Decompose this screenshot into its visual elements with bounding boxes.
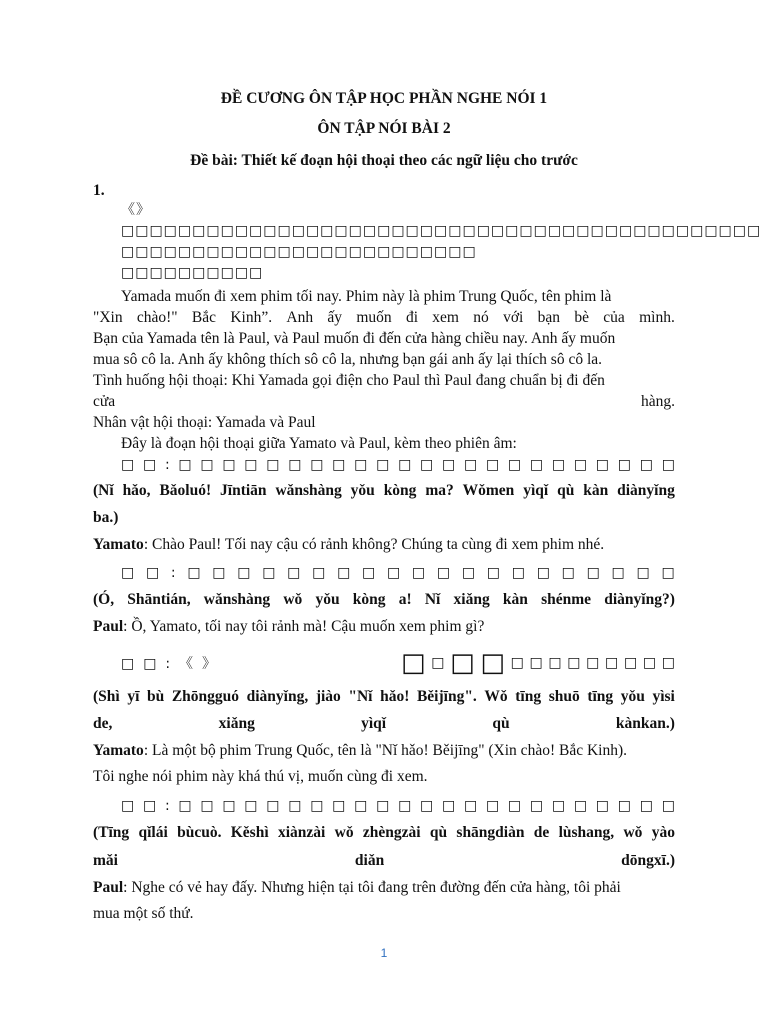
page-number: 1 [380, 946, 388, 960]
cjk-char: □ [551, 457, 566, 473]
cjk-char: □ [142, 798, 157, 814]
cjk-char: 》 [202, 656, 216, 672]
word: qù [557, 482, 575, 499]
word: yī [127, 688, 140, 705]
characters-line: Nhân vật hội thoại: Yamada và Paul [93, 414, 316, 431]
cjk-char: □ [332, 798, 346, 814]
paragraph-line: Bạn của Yamada tên là Paul, và Paul muốn đi đến cửa hàng chiều nay. Anh ấy muốn [93, 330, 616, 347]
cjk-char: □ [529, 654, 543, 671]
translation-line: mua một số thứ. [93, 905, 194, 922]
word: xem [432, 309, 459, 326]
word: wǎnshàng [275, 482, 342, 499]
word: hàng. [640, 393, 675, 410]
cjk-char: □ [536, 565, 550, 581]
word: Anh [286, 309, 314, 326]
cjk-char: □ [551, 798, 566, 814]
cjk-char: □ [661, 457, 675, 473]
paragraph-line: Yamada muốn đi xem phim tối nay. Phim này là phim Trung Quốc, tên phim là [121, 288, 612, 305]
word: yǒu [620, 688, 645, 705]
cjk-char: □ [485, 457, 500, 473]
cjk-char: □ [661, 565, 675, 581]
cjk-char: □ [121, 798, 135, 814]
word: jiào [315, 688, 341, 705]
cjk-char: □ [143, 656, 157, 672]
word: (Ó, [93, 591, 115, 608]
cjk-char: □ [121, 656, 135, 672]
cjk-char: □ [567, 654, 581, 671]
cjk-char: □ [312, 565, 326, 581]
pinyin-line [93, 686, 675, 707]
speaker-name: Yamato [93, 742, 144, 759]
cjk-char: □ [244, 798, 258, 814]
word: qǐlái [138, 824, 168, 841]
cjk-char: □ [442, 798, 456, 814]
cjk-char: □ [480, 647, 505, 678]
cjk-char: □ [573, 798, 588, 814]
cjk-char: □ [529, 457, 544, 473]
word: (Nǐ [93, 482, 114, 499]
cjk-char: □ [623, 654, 638, 671]
cjk-char: : [164, 457, 170, 473]
word: ma? [425, 482, 454, 499]
paragraph-line: mua sô cô la. Anh ấy không thích sô cô la, nhưng bạn gái anh ấy lại thích sô cô la. [93, 351, 603, 368]
doc-title: ĐỀ CƯƠNG ÔN TẬP HỌC PHẦN NGHE NÓI 1 [220, 90, 548, 107]
word: mǎi [93, 852, 118, 869]
word: yǒu [350, 482, 375, 499]
cjk-char: □ [145, 565, 160, 581]
paragraph-line-justified [93, 391, 675, 412]
word: mình. [639, 309, 675, 326]
cjk-char: □ [586, 654, 600, 671]
cjk-char: □ [450, 647, 475, 678]
translation-line [93, 616, 675, 637]
cjk-char: □ [288, 457, 302, 473]
speaker-name: Paul [93, 879, 124, 896]
pinyin-line [93, 480, 675, 501]
translation-line [93, 534, 675, 555]
cjk-char: □ [266, 457, 280, 473]
cjk-prompt-line-3: □□□□□□□□□□ [121, 265, 264, 281]
doc-subtitle: ÔN TẬP NÓI BÀI 2 [317, 120, 451, 137]
cjk-char: : [164, 798, 170, 814]
cjk-char: □ [548, 654, 562, 671]
cjk-char: □ [436, 565, 451, 581]
word: dōngxī.) [621, 852, 675, 869]
cjk-char: □ [398, 798, 412, 814]
word: a! [398, 591, 412, 608]
cjk-char: □ [332, 457, 346, 473]
word: Kěshì [230, 824, 269, 841]
cjk-char: □ [611, 565, 625, 581]
cjk-char: □ [463, 457, 478, 473]
word: Shāntián, [127, 591, 191, 608]
word: yìqǐ [523, 482, 549, 499]
word: nó [473, 309, 489, 326]
cjk-char: □ [586, 565, 600, 581]
pinyin-line [93, 589, 675, 610]
pinyin-line [93, 850, 675, 871]
word: xiǎng [218, 715, 255, 732]
cjk-char: □ [212, 565, 226, 581]
pinyin-line [93, 713, 675, 734]
cjk-char: □ [376, 798, 390, 814]
pinyin-line: ba.) [93, 509, 119, 526]
cjk-char: □ [639, 457, 653, 473]
word: diǎn [354, 852, 385, 869]
cjk-dialogue-line [121, 455, 675, 476]
cjk-char: □ [431, 654, 445, 671]
speaker-name: Paul [93, 618, 124, 635]
cjk-char: □ [376, 457, 390, 473]
cjk-char: □ [142, 457, 157, 473]
word: kànkan.) [615, 715, 675, 732]
translation-line [93, 740, 675, 761]
cjk-char: □ [178, 798, 192, 814]
cjk-char: 《 [179, 656, 194, 672]
word: bù [146, 688, 165, 705]
word: yìqǐ [361, 715, 387, 732]
cjk-char: □ [507, 798, 522, 814]
word: zhèngzài [362, 824, 421, 841]
cjk-char: □ [507, 457, 522, 473]
cjk-char: □ [411, 565, 426, 581]
word: wǒ [623, 824, 643, 841]
word: bè [574, 309, 589, 326]
word: lùshang, [558, 824, 615, 841]
cjk-char: □ [262, 565, 276, 581]
cjk-char: □ [222, 798, 236, 814]
word: qù [492, 715, 510, 732]
word: shāngdiàn [456, 824, 525, 841]
cjk-bracket: 《》 [121, 202, 151, 218]
word: ấy [327, 309, 343, 326]
word: Zhōngguó [171, 688, 240, 705]
cjk-char: □ [266, 798, 280, 814]
cjk-char: □ [461, 565, 476, 581]
word: Kinh”. [230, 309, 273, 326]
dialogue-intro: Đây là đoạn hội thoại giữa Yamato và Paul, kèm theo phiên âm: [121, 435, 517, 452]
word: chào!" [136, 309, 178, 326]
word: hǎo! [380, 688, 410, 705]
cjk-dialogue-line [121, 796, 675, 817]
cjk-char: □ [354, 457, 368, 473]
cjk-char: □ [420, 798, 434, 814]
cjk-char: □ [595, 798, 610, 814]
cjk-char: □ [178, 457, 192, 473]
cjk-prompt-line-1: □□□□□□□□□□□□□□□□□□□□□□□□□□□□□□□□□□□□□□□□□□□□□ [121, 223, 762, 239]
cjk-char: □ [486, 565, 501, 581]
cjk-char: □ [485, 798, 500, 814]
cjk-char: □ [398, 457, 412, 473]
word: tīng [515, 688, 542, 705]
word: của [603, 309, 625, 326]
word: Bắc [191, 309, 217, 326]
word: tīng [587, 688, 614, 705]
cjk-char: □ [420, 457, 434, 473]
cjk-char: □ [310, 798, 324, 814]
cjk-char: □ [187, 565, 201, 581]
translation-text: : Là một bộ phim Trung Quốc, tên là "Nǐ hǎo! Běijīng" (Xin chào! Bắc Kinh). [143, 742, 627, 759]
word: de [533, 824, 550, 841]
cjk-char: □ [287, 565, 301, 581]
cjk-char: □ [639, 798, 653, 814]
translation-line [93, 877, 675, 898]
word: yǒu [315, 591, 340, 608]
cjk-char: □ [636, 565, 650, 581]
word: hǎo, [122, 482, 151, 499]
word: wǒ [283, 591, 303, 608]
cjk-char: □ [237, 565, 251, 581]
word: shuō [548, 688, 580, 705]
word: "Xin [93, 309, 123, 326]
word: wǒ [334, 824, 354, 841]
cjk-char: □ [605, 654, 619, 671]
cjk-char: □ [401, 647, 426, 678]
cjk-char: □ [354, 798, 368, 814]
cjk-char: □ [661, 654, 675, 671]
word: qù [429, 824, 448, 841]
cjk-char: □ [510, 654, 524, 671]
assignment-heading: Đề bài: Thiết kế đoạn hội thoại theo các ngữ liệu cho trước [190, 152, 578, 169]
word: kàn [502, 591, 528, 608]
cjk-char: □ [561, 565, 575, 581]
word: (Tīng [93, 824, 130, 841]
cjk-char: □ [386, 565, 401, 581]
cjk-char: □ [362, 565, 376, 581]
word: Bǎoluó! [159, 482, 212, 499]
cjk-char: □ [617, 457, 631, 473]
translation-text: : Ồ, Yamato, tối nay tôi rảnh mà! Cậu muốn xem phim gì? [123, 618, 485, 635]
cjk-char: □ [310, 457, 324, 473]
word: yào [651, 824, 675, 841]
word: kòng [383, 482, 417, 499]
cjk-char: □ [288, 798, 302, 814]
cjk-char: □ [244, 457, 258, 473]
translation-text: : Nghe có vẻ hay đấy. Nhưng hiện tại tôi đang trên đường đến cửa hàng, tôi phải [123, 879, 621, 896]
word: kòng [352, 591, 386, 608]
word: shénme [541, 591, 592, 608]
cjk-char: : [165, 656, 171, 672]
paragraph-line: Tình huống hội thoại: Khi Yamada gọi điện cho Paul thì Paul đang chuẩn bị đi đến [93, 372, 605, 389]
cjk-char: □ [337, 565, 351, 581]
word: với [503, 309, 524, 326]
cjk-dialogue-line [121, 563, 675, 584]
word: đi [405, 309, 418, 326]
word: xiànzài [277, 824, 326, 841]
pinyin-line [93, 822, 675, 843]
word: Jīntiān [220, 482, 267, 499]
cjk-char: □ [200, 457, 214, 473]
cjk-char: □ [573, 457, 588, 473]
cjk-char: : [170, 565, 176, 581]
word: Wǒmen [462, 482, 515, 499]
word: "Nǐ [348, 688, 373, 705]
word: bạn [537, 309, 561, 326]
word: Wǒ [484, 688, 508, 705]
cjk-char: □ [121, 565, 135, 581]
word: diànyǐng?) [604, 591, 675, 608]
paragraph-line-justified [93, 307, 675, 328]
cjk-dialogue-line [121, 648, 675, 678]
translation-line: Tôi nghe nói phim này khá thú vị, muốn cùng đi xem. [93, 768, 428, 785]
cjk-char: □ [511, 565, 525, 581]
cjk-char: □ [642, 654, 657, 671]
word: (Shì [93, 688, 120, 705]
cjk-prompt-line-2: □□□□□□□□□□□□□□□□□□□□□□□□□ [121, 244, 477, 260]
word: diànyǐng [617, 482, 675, 499]
word: bùcuò. [177, 824, 222, 841]
translation-text: : Chào Paul! Tối nay cậu có rảnh không? Chúng ta cùng đi xem phim nhé. [143, 536, 605, 553]
word: kàn [583, 482, 609, 499]
cjk-char: □ [442, 457, 456, 473]
word: diànyǐng, [246, 688, 309, 705]
cjk-char: □ [529, 798, 544, 814]
word: Nǐ [424, 591, 441, 608]
word: cửa [93, 393, 116, 410]
item-number: 1. [93, 182, 105, 199]
cjk-char: □ [200, 798, 214, 814]
speaker-name: Yamato [93, 536, 144, 553]
word: wǎnshàng [203, 591, 271, 608]
cjk-char: □ [661, 798, 675, 814]
cjk-char: □ [121, 457, 135, 473]
cjk-char: □ [222, 457, 236, 473]
cjk-char: □ [463, 798, 478, 814]
word: xiǎng [453, 591, 490, 608]
cjk-char: □ [595, 457, 610, 473]
word: yìsi [652, 688, 675, 705]
word: Běijīng". [416, 688, 477, 705]
word: de, [93, 715, 113, 732]
word: muốn [356, 309, 392, 326]
cjk-char: □ [617, 798, 631, 814]
